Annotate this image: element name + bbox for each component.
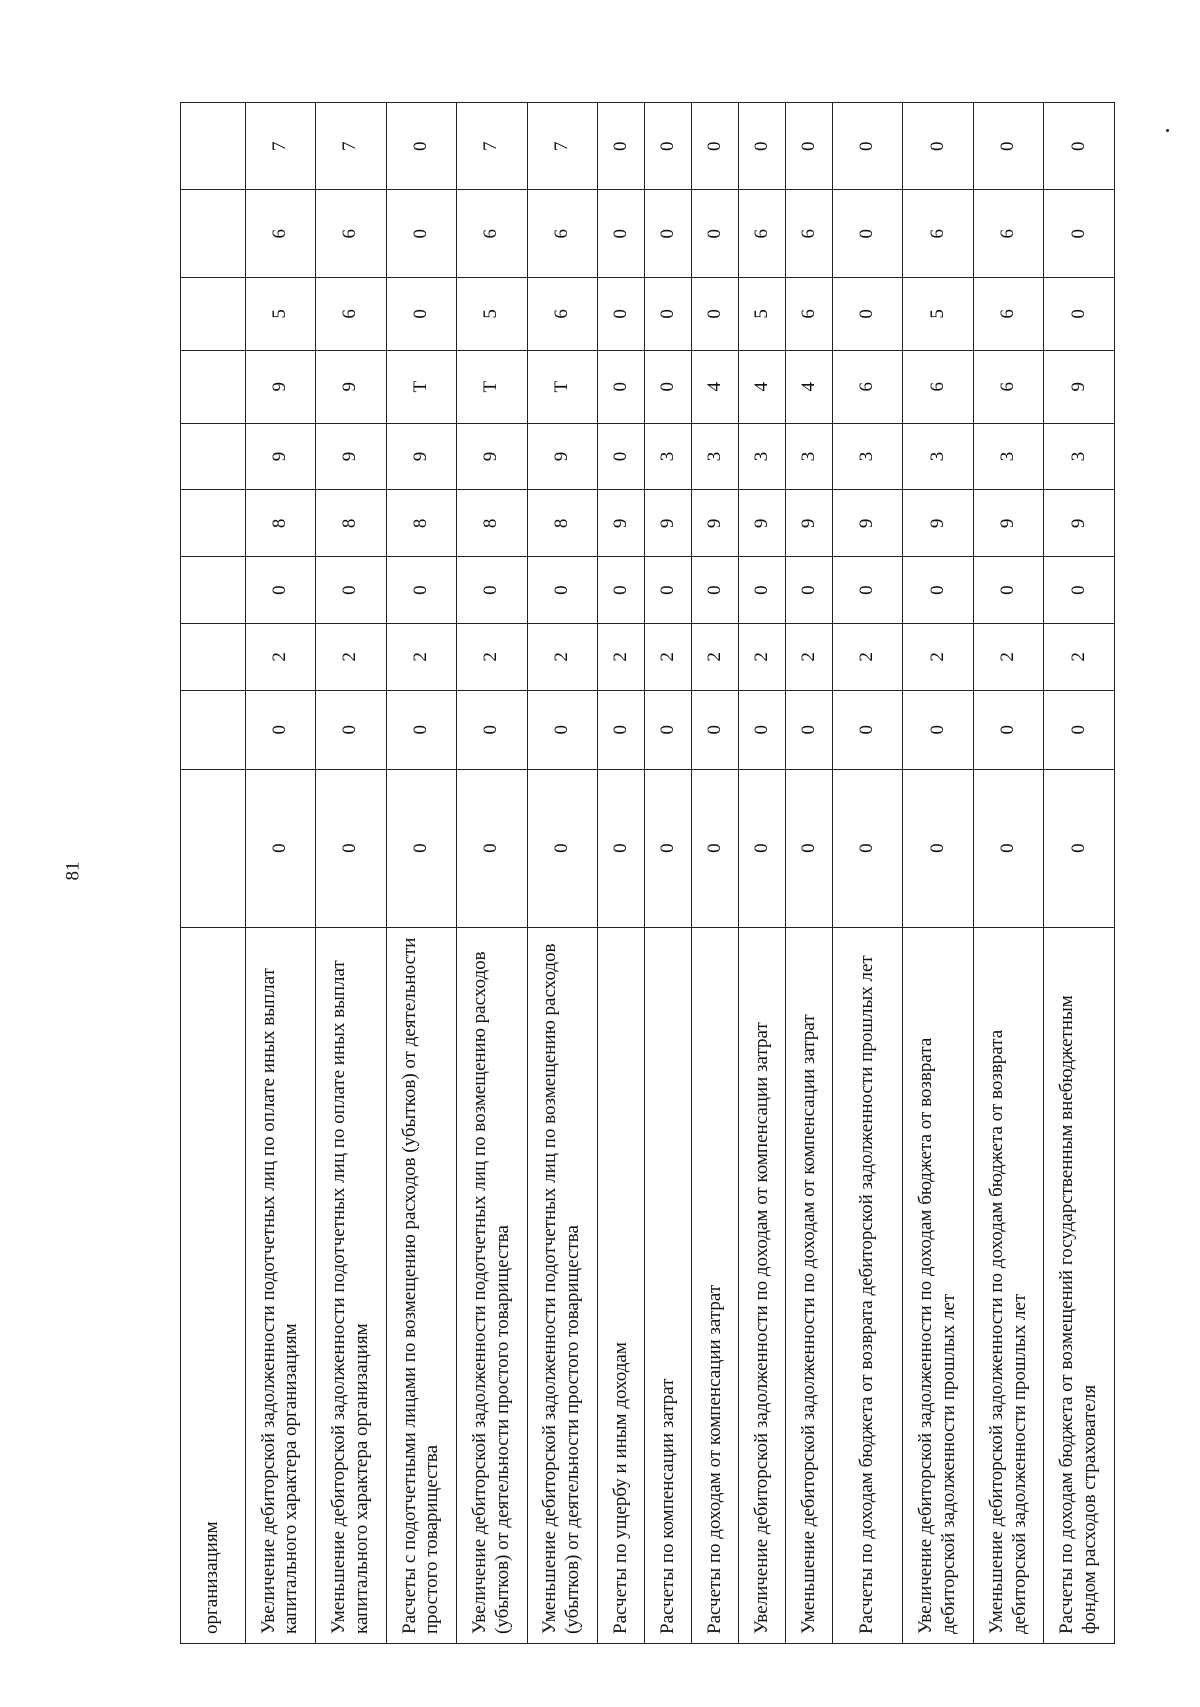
code-digit-cell: 2 <box>832 623 902 690</box>
account-name-cell: Расчеты по доходам от компенсации затрат <box>692 927 739 1643</box>
code-digit-cell: 0 <box>973 557 1043 624</box>
code-digit-cell: 9 <box>527 423 597 490</box>
code-digit-cell: 0 <box>832 103 902 191</box>
code-digit-cell: 0 <box>598 557 645 624</box>
code-digit-cell: 6 <box>903 190 973 277</box>
code-digit-cell: 6 <box>973 190 1043 277</box>
code-digit-cell: 0 <box>386 690 456 769</box>
code-digit-cell: 0 <box>973 769 1043 927</box>
code-digit-cell: 0 <box>245 769 315 927</box>
account-table <box>180 102 1115 1644</box>
stray-dot <box>1166 129 1169 132</box>
code-digit-cell: 6 <box>527 190 597 277</box>
code-digit-cell: 2 <box>785 623 832 690</box>
code-digit-cell: 0 <box>386 557 456 624</box>
account-table-container <box>180 102 1114 1644</box>
code-digit-cell: 0 <box>738 769 785 927</box>
code-digit-cell: 0 <box>457 557 527 624</box>
account-name-cell: Уменьшение дебиторской задолженности подотчетных лиц по возмещению расходов (убытков) от деятельности простого товарищества <box>527 927 597 1643</box>
code-digit-cell: 9 <box>645 490 692 557</box>
table-row <box>598 103 645 1644</box>
page-number: 81 <box>62 861 84 881</box>
code-digit-cell: 2 <box>692 623 739 690</box>
code-digit-cell: 2 <box>1044 623 1114 690</box>
account-name-cell: Увеличение дебиторской задолженности по доходам от компенсации затрат <box>738 927 785 1643</box>
code-digit-cell: 3 <box>903 423 973 490</box>
code-digit-cell <box>181 350 246 423</box>
code-digit-cell <box>181 623 246 690</box>
code-digit-cell: 0 <box>645 350 692 423</box>
account-name-cell: Уменьшение дебиторской задолженности подотчетных лиц по оплате иных выплат капитального характера организациям <box>316 927 386 1643</box>
code-digit-cell: 0 <box>738 103 785 191</box>
code-digit-cell: 0 <box>1044 557 1114 624</box>
code-digit-cell: 0 <box>598 423 645 490</box>
code-digit-cell <box>181 423 246 490</box>
code-digit-cell: 6 <box>457 190 527 277</box>
code-digit-cell: 5 <box>457 277 527 350</box>
code-digit-cell: 0 <box>645 277 692 350</box>
code-digit-cell: 8 <box>386 490 456 557</box>
account-name-cell: Увеличение дебиторской задолженности подотчетных лиц по возмещению расходов (убытков) от деятельности простого товарищества <box>457 927 527 1643</box>
code-digit-cell: 6 <box>832 350 902 423</box>
code-digit-cell: 0 <box>598 350 645 423</box>
code-digit-cell: 0 <box>785 103 832 191</box>
code-digit-cell: 0 <box>903 769 973 927</box>
code-digit-cell: 9 <box>1044 490 1114 557</box>
code-digit-cell: 0 <box>598 103 645 191</box>
code-digit-cell: 0 <box>692 557 739 624</box>
code-digit-cell: 2 <box>245 623 315 690</box>
code-digit-cell: 5 <box>245 277 315 350</box>
code-digit-cell: 9 <box>832 490 902 557</box>
code-digit-cell: 0 <box>316 690 386 769</box>
code-digit-cell: 3 <box>738 423 785 490</box>
code-digit-cell: 0 <box>1044 769 1114 927</box>
code-digit-cell: 0 <box>386 769 456 927</box>
code-digit-cell: 0 <box>973 103 1043 191</box>
code-digit-cell: 6 <box>785 190 832 277</box>
code-digit-cell: 3 <box>785 423 832 490</box>
code-digit-cell: 0 <box>1044 277 1114 350</box>
table-row <box>738 103 785 1644</box>
code-digit-cell: 2 <box>527 623 597 690</box>
code-digit-cell: 0 <box>457 690 527 769</box>
code-digit-cell: 0 <box>598 769 645 927</box>
code-digit-cell: 0 <box>527 769 597 927</box>
code-digit-cell: 0 <box>738 690 785 769</box>
code-digit-cell: 5 <box>903 277 973 350</box>
account-name-cell: Расчеты по ущербу и иным доходам <box>598 927 645 1643</box>
code-digit-cell: 0 <box>245 557 315 624</box>
account-name-cell: Расчеты с подотчетными лицами по возмещению расходов (убытков) от деятельности простого товарищества <box>386 927 456 1643</box>
code-digit-cell: 0 <box>645 557 692 624</box>
table-row <box>645 103 692 1644</box>
code-digit-cell: 9 <box>245 423 315 490</box>
code-digit-cell: 9 <box>316 350 386 423</box>
table-row <box>903 103 973 1644</box>
code-digit-cell: 0 <box>598 190 645 277</box>
code-digit-cell: 0 <box>598 277 645 350</box>
account-name-cell: Уменьшение дебиторской задолженности по доходам бюджета от возврата дебиторской задолженности прошлых лет <box>973 927 1043 1643</box>
code-digit-cell: 0 <box>692 277 739 350</box>
account-name-cell: Увеличение дебиторской задолженности по доходам бюджета от возврата дебиторской задолженности прошлых лет <box>903 927 973 1643</box>
code-digit-cell: 6 <box>738 190 785 277</box>
code-digit-cell: 6 <box>785 277 832 350</box>
code-digit-cell: 3 <box>692 423 739 490</box>
code-digit-cell: 9 <box>1044 350 1114 423</box>
code-digit-cell: 6 <box>245 190 315 277</box>
account-name-cell: организациям <box>181 927 246 1643</box>
code-digit-cell: 0 <box>692 769 739 927</box>
code-digit-cell: 0 <box>457 769 527 927</box>
code-digit-cell: 9 <box>785 490 832 557</box>
code-digit-cell: 0 <box>316 557 386 624</box>
code-digit-cell: 0 <box>692 103 739 191</box>
code-digit-cell: 2 <box>973 623 1043 690</box>
code-digit-cell: 6 <box>973 350 1043 423</box>
code-digit-cell: 0 <box>832 690 902 769</box>
code-digit-cell: 0 <box>1044 190 1114 277</box>
code-digit-cell: 9 <box>903 490 973 557</box>
code-digit-cell: 7 <box>527 103 597 191</box>
code-digit-cell: 0 <box>645 769 692 927</box>
code-digit-cell: Т <box>386 350 456 423</box>
code-digit-cell: 0 <box>316 769 386 927</box>
code-digit-cell <box>181 190 246 277</box>
account-name-cell: Увеличение дебиторской задолженности подотчетных лиц по оплате иных выплат капитального характера организациям <box>245 927 315 1643</box>
code-digit-cell: 6 <box>316 190 386 277</box>
code-digit-cell: 4 <box>738 350 785 423</box>
code-digit-cell: 0 <box>598 690 645 769</box>
code-digit-cell: 0 <box>1044 690 1114 769</box>
code-digit-cell: 0 <box>903 690 973 769</box>
code-digit-cell <box>181 769 246 927</box>
code-digit-cell: 0 <box>785 557 832 624</box>
account-name-cell: Уменьшение дебиторской задолженности по доходам от компенсации затрат <box>785 927 832 1643</box>
code-digit-cell: 4 <box>692 350 739 423</box>
code-digit-cell: 3 <box>1044 423 1114 490</box>
code-digit-cell: 2 <box>738 623 785 690</box>
account-name-cell: Расчеты по доходам бюджета от возмещений государственным внебюджетным фондом расходов страхователя <box>1044 927 1114 1643</box>
code-digit-cell: 0 <box>527 690 597 769</box>
code-digit-cell: 0 <box>832 277 902 350</box>
code-digit-cell: 2 <box>903 623 973 690</box>
code-digit-cell: 0 <box>832 557 902 624</box>
code-digit-cell: 0 <box>903 557 973 624</box>
code-digit-cell <box>181 277 246 350</box>
table-row <box>785 103 832 1644</box>
code-digit-cell: 9 <box>457 423 527 490</box>
code-digit-cell: 2 <box>598 623 645 690</box>
code-digit-cell: 2 <box>386 623 456 690</box>
table-row <box>316 103 386 1644</box>
code-digit-cell: 6 <box>527 277 597 350</box>
code-digit-cell <box>181 490 246 557</box>
code-digit-cell: 2 <box>645 623 692 690</box>
code-digit-cell: 7 <box>457 103 527 191</box>
code-digit-cell: 8 <box>245 490 315 557</box>
table-row <box>832 103 902 1644</box>
code-digit-cell: 3 <box>832 423 902 490</box>
code-digit-cell: 0 <box>1044 103 1114 191</box>
code-digit-cell: 6 <box>973 277 1043 350</box>
table-row <box>386 103 456 1644</box>
code-digit-cell: 6 <box>903 350 973 423</box>
table-row <box>1044 103 1114 1644</box>
code-digit-cell: 0 <box>785 690 832 769</box>
code-digit-cell: 0 <box>832 769 902 927</box>
code-digit-cell: 8 <box>457 490 527 557</box>
code-digit-cell: 9 <box>316 423 386 490</box>
code-digit-cell: 8 <box>527 490 597 557</box>
account-name-cell: Расчеты по доходам бюджета от возврата дебиторской задолженности прошлых лет <box>832 927 902 1643</box>
code-digit-cell: 6 <box>316 277 386 350</box>
code-digit-cell: 0 <box>692 190 739 277</box>
code-digit-cell: 9 <box>598 490 645 557</box>
code-digit-cell: 5 <box>738 277 785 350</box>
table-row <box>527 103 597 1644</box>
code-digit-cell <box>181 103 246 191</box>
code-digit-cell: 0 <box>386 190 456 277</box>
code-digit-cell: 4 <box>785 350 832 423</box>
code-digit-cell: Т <box>527 350 597 423</box>
account-table-body <box>181 103 1115 1644</box>
table-row <box>245 103 315 1644</box>
code-digit-cell: 0 <box>738 557 785 624</box>
code-digit-cell: 2 <box>316 623 386 690</box>
code-digit-cell: 0 <box>785 769 832 927</box>
code-digit-cell: 0 <box>832 190 902 277</box>
code-digit-cell: 0 <box>645 103 692 191</box>
code-digit-cell: 3 <box>645 423 692 490</box>
code-digit-cell: 0 <box>645 190 692 277</box>
code-digit-cell: 9 <box>692 490 739 557</box>
code-digit-cell: 0 <box>973 690 1043 769</box>
code-digit-cell: 0 <box>386 277 456 350</box>
code-digit-cell: 0 <box>386 103 456 191</box>
code-digit-cell: 0 <box>527 557 597 624</box>
table-row <box>181 103 246 1644</box>
code-digit-cell <box>181 690 246 769</box>
code-digit-cell: 2 <box>457 623 527 690</box>
table-row <box>692 103 739 1644</box>
code-digit-cell: 7 <box>245 103 315 191</box>
code-digit-cell: 9 <box>386 423 456 490</box>
code-digit-cell: 0 <box>245 690 315 769</box>
code-digit-cell: 9 <box>973 490 1043 557</box>
code-digit-cell: Т <box>457 350 527 423</box>
code-digit-cell: 0 <box>903 103 973 191</box>
code-digit-cell: 9 <box>245 350 315 423</box>
code-digit-cell: 0 <box>692 690 739 769</box>
code-digit-cell: 0 <box>645 690 692 769</box>
code-digit-cell: 3 <box>973 423 1043 490</box>
code-digit-cell <box>181 557 246 624</box>
code-digit-cell: 9 <box>738 490 785 557</box>
code-digit-cell: 8 <box>316 490 386 557</box>
code-digit-cell: 7 <box>316 103 386 191</box>
table-row <box>973 103 1043 1644</box>
account-name-cell: Расчеты по компенсации затрат <box>645 927 692 1643</box>
table-row <box>457 103 527 1644</box>
